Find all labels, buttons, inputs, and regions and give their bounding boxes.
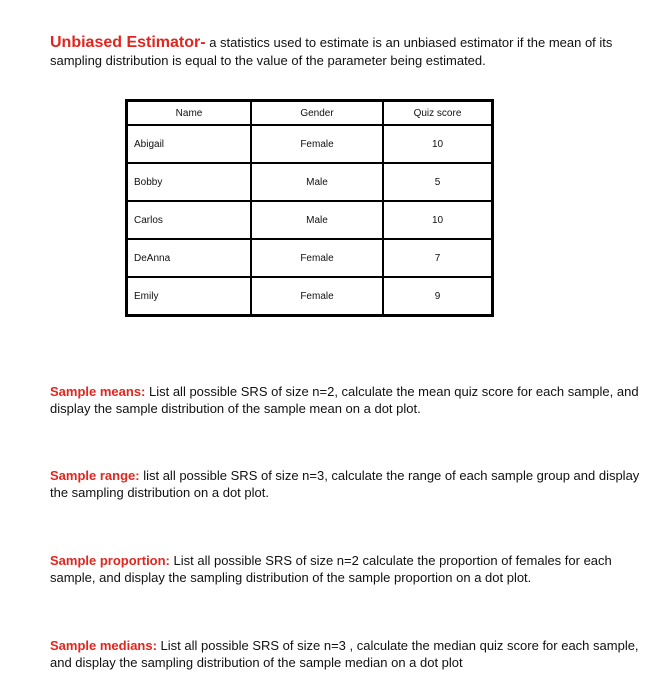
cell-name: DeAnna xyxy=(127,239,252,277)
task-term: Sample means: xyxy=(50,384,146,399)
cell-score: 10 xyxy=(383,201,493,239)
table-row xyxy=(127,163,493,201)
table-row xyxy=(127,125,493,163)
task-term: Sample medians: xyxy=(50,638,157,653)
task-sample-range xyxy=(50,467,640,501)
task-term: Sample range: xyxy=(50,468,140,483)
cell-gender: Female xyxy=(251,239,383,277)
header-gender: Gender xyxy=(251,101,383,126)
task-sample-medians xyxy=(50,637,640,671)
task-sample-proportion xyxy=(50,552,640,586)
header-quiz-score: Quiz score xyxy=(383,101,493,126)
cell-gender: Male xyxy=(251,201,383,239)
table-header-row xyxy=(127,101,493,126)
cell-gender: Female xyxy=(251,125,383,163)
cell-name: Emily xyxy=(127,277,252,316)
cell-gender: Male xyxy=(251,163,383,201)
task-text: List all possible SRS of size n=2 calculate the proportion of females for each sample, and display the sampling distribution of the sample proportion on a dot plot. xyxy=(50,553,612,585)
cell-name: Abigail xyxy=(127,125,252,163)
definition-text: a statistics used to estimate is an unbiased estimator if the mean of its sampling distribution is equal to the value of the parameter being estimated. xyxy=(50,35,613,68)
cell-name: Bobby xyxy=(127,163,252,201)
cell-score: 10 xyxy=(383,125,493,163)
cell-name: Carlos xyxy=(127,201,252,239)
table-row xyxy=(127,239,493,277)
definition-term: Unbiased Estimator- xyxy=(50,34,206,51)
cell-score: 9 xyxy=(383,277,493,316)
task-text: List all possible SRS of size n=2, calculate the mean quiz score for each sample, and display the sample distribution of the sample mean on a dot plot. xyxy=(50,384,639,416)
task-text: list all possible SRS of size n=3, calculate the range of each sample group and display the sampling distribution on a dot plot. xyxy=(50,468,640,500)
cell-gender: Female xyxy=(251,277,383,316)
header-name: Name xyxy=(127,101,252,126)
table-row xyxy=(127,277,493,316)
cell-score: 7 xyxy=(383,239,493,277)
cell-score: 5 xyxy=(383,163,493,201)
task-sample-means xyxy=(50,383,640,417)
quiz-score-table xyxy=(125,99,494,317)
task-term: Sample proportion: xyxy=(50,553,170,568)
definition-paragraph xyxy=(50,34,640,70)
task-text: List all possible SRS of size n=3 , calculate the median quiz score for each sample, and display the sampling distribution of the sample median on a dot plot xyxy=(50,638,639,670)
table-row xyxy=(127,201,493,239)
